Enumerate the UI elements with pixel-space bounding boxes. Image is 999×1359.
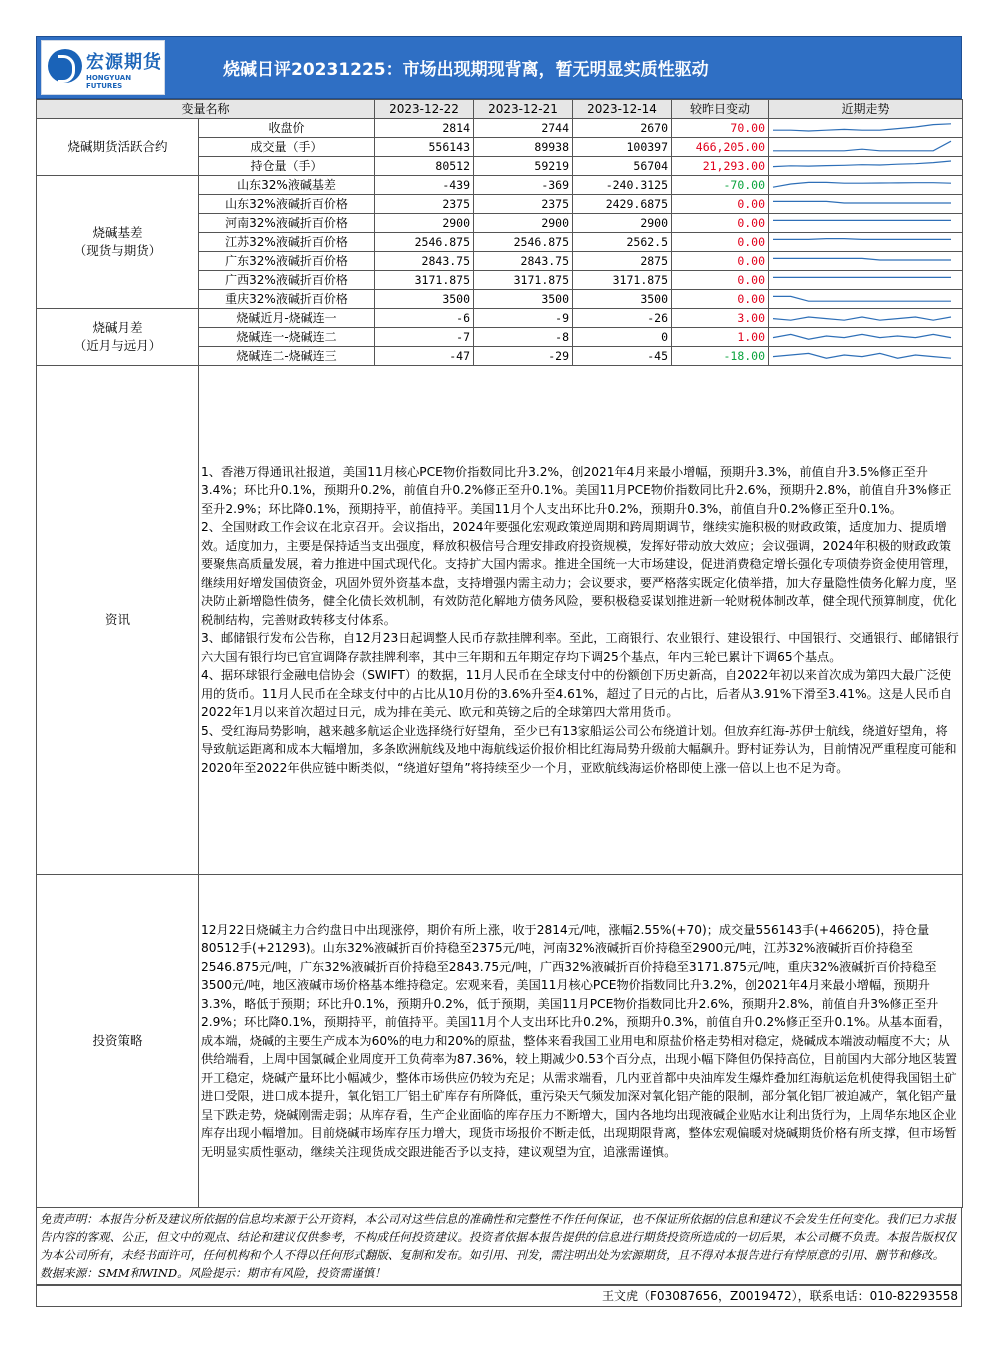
sparkline-svg xyxy=(769,157,955,175)
trend-sparkline xyxy=(769,271,963,290)
variable-name: 山东32%液碱基差 xyxy=(199,176,375,195)
value-cell: 2744 xyxy=(474,119,573,138)
value-cell: -47 xyxy=(375,347,474,366)
sparkline-line xyxy=(773,317,951,320)
variable-name: 江苏32%液碱折百价格 xyxy=(199,233,375,252)
col-header-date: 2023-12-21 xyxy=(474,100,573,119)
sparkline-svg xyxy=(769,214,955,232)
value-cell: 2900 xyxy=(375,214,474,233)
sparkline-line xyxy=(773,201,951,203)
strategy-content xyxy=(199,875,963,1208)
group-label: 烧碱基差 （现货与期货） xyxy=(37,176,199,309)
value-cell: 89938 xyxy=(474,138,573,157)
sparkline-svg xyxy=(769,233,955,251)
disclaimer xyxy=(36,1208,962,1285)
news-paragraph: 4、据环球银行金融电信协会（SWIFT）的数据，11月人民币在全球支付中的份额创下历史新高，自2022年初以来首次成为第四大最广泛使用的货币。11月人民币在全球支付中的占比从10月份的3.6%升至4.61%，超过了日元的占比，后者从3.91%下滑至3.41%。这是人民币自2022年1月以来首次超过日元，成为排在美元、欧元和英镑之后的全球第四大常用货币。 xyxy=(201,668,952,720)
report-banner xyxy=(36,36,962,99)
value-cell: 2562.5 xyxy=(573,233,672,252)
change-cell: 0.00 xyxy=(672,233,769,252)
value-cell: 3500 xyxy=(474,290,573,309)
news-paragraph: 1、香港万得通讯社报道，美国11月核心PCE物价指数同比升3.2%，创2021年4月来最小增幅，预期升3.3%，前值自升3.5%修正至升3.4%；环比升0.1%，预期升0.2%，前值自升0.2%修正至升0.1%。美国11月PCE物价指数同比升2.6%，预期升2.8%，前值自升3%修正至升2.9%；环比降0.1%，预期持平，前值持平。美国11月个人支出环比升0.2%，预期升0.3%，前值自升0.2%修正至升0.1%。 xyxy=(201,464,952,516)
change-cell: 0.00 xyxy=(672,271,769,290)
value-cell: 2900 xyxy=(573,214,672,233)
value-cell: -45 xyxy=(573,347,672,366)
value-cell: 56704 xyxy=(573,157,672,176)
table-row xyxy=(37,176,963,195)
sparkline-line xyxy=(773,296,951,301)
news-content xyxy=(199,366,963,875)
trend-sparkline xyxy=(769,347,963,366)
trend-sparkline xyxy=(769,290,963,309)
value-cell: 3171.875 xyxy=(375,271,474,290)
value-cell: 100397 xyxy=(573,138,672,157)
change-cell: 0.00 xyxy=(672,195,769,214)
strategy-label: 投资策略 xyxy=(37,875,199,1208)
col-header-date: 2023-12-14 xyxy=(573,100,672,119)
sparkline-svg xyxy=(769,176,955,194)
value-cell: 2375 xyxy=(375,195,474,214)
variable-name: 河南32%液碱折百价格 xyxy=(199,214,375,233)
value-cell: -8 xyxy=(474,328,573,347)
trend-sparkline xyxy=(769,176,963,195)
data-source-note: 数据来源：SMM和WIND。风险提示：期市有风险，投资需谨慎！ xyxy=(40,1266,386,1280)
value-cell: -439 xyxy=(375,176,474,195)
value-cell: 3500 xyxy=(375,290,474,309)
value-cell: 2814 xyxy=(375,119,474,138)
variable-name: 山东32%液碱折百价格 xyxy=(199,195,375,214)
variable-name: 烧碱连一-烧碱连二 xyxy=(199,328,375,347)
variable-name: 重庆32%液碱折百价格 xyxy=(199,290,375,309)
news-label: 资讯 xyxy=(37,366,199,875)
trend-sparkline xyxy=(769,233,963,252)
value-cell: 59219 xyxy=(474,157,573,176)
value-cell: -369 xyxy=(474,176,573,195)
value-cell: 0 xyxy=(573,328,672,347)
sparkline-svg xyxy=(769,347,955,365)
value-cell: 556143 xyxy=(375,138,474,157)
value-cell: 80512 xyxy=(375,157,474,176)
group-label: 烧碱期货活跃合约 xyxy=(37,119,199,176)
variable-name: 收盘价 xyxy=(199,119,375,138)
change-cell: 0.00 xyxy=(672,290,769,309)
change-cell: -70.00 xyxy=(672,176,769,195)
company-logo xyxy=(41,40,165,95)
change-cell: 3.00 xyxy=(672,309,769,328)
variable-name: 广东32%液碱折百价格 xyxy=(199,252,375,271)
data-table xyxy=(36,99,963,1208)
sparkline-line xyxy=(773,161,951,167)
col-header-variable: 变量名称 xyxy=(37,100,375,119)
value-cell: -26 xyxy=(573,309,672,328)
sparkline-svg xyxy=(769,309,955,327)
sparkline-svg xyxy=(769,138,955,156)
news-paragraph: 3、邮储银行发布公告称，自12月23日起调整人民币存款挂牌利率。至此，工商银行、农业银行、建设银行、中国银行、交通银行、邮储银行六大国有银行均已官宣调降存款挂牌利率，其中三年期和五年期定存均下调25个基点，年内三轮已累计下调65个基点。 xyxy=(201,631,959,664)
trend-sparkline xyxy=(769,328,963,347)
trend-sparkline xyxy=(769,214,963,233)
value-cell: -6 xyxy=(375,309,474,328)
news-paragraph: 5、受红海局势影响，越来越多航运企业选择绕行好望角，至少已有13家船运公司公布绕道计划。但放弃红海-苏伊士航线，绕道好望角，将导致航运距离和成本大幅增加，多条欧洲航线及地中海航线运价报价相比红海局势升级前大幅飙升。野村证券认为，目前情况严重程度可能和2020年至2022年供应链中断类似，“绕道好望角”将持续至少一个月，亚欧航线海运价格即使上涨一倍以上也不足为奇。 xyxy=(201,723,957,775)
sparkline-line xyxy=(773,258,951,260)
sparkline-svg xyxy=(769,119,955,137)
sparkline-svg xyxy=(769,271,955,289)
sparkline-svg xyxy=(769,328,955,346)
strategy-text: 12月22日烧碱主力合约盘日中出现涨停，期价有所上涨，收于2814元/吨，涨幅2.55%(+70)；成交量556143手(+466205)，持仓量80512手(+21293)。山东32%液碱折百价持稳至2375元/吨，河南32%液碱折百价持稳至2900元/吨，江苏32%液碱折百价持稳至2546.875元/吨，广东32%液碱折百价持稳至2843.75元/吨，广西32%液碱折百价持稳至3171.875元/吨，重庆32%液碱折百价持稳至3500元/吨，地区液碱市场价格基本维持稳定。宏观来看，美国11月核心PCE物价指数同比升3.2%，创2021年4月来最小增幅，预期升3.3%，略低于预期；环比升0.1%，预期升0.2%，低于预期，美国11月PCE物价指数同比升2.6%，预期升2.8%，前值自升3%修正至升2.9%；环比降0.1%，预期持平，前值持平。美国11月个人支出环比升0.2%，预期升0.3%，前值自升0.2%修正至升0.1%。从基本面看，成本端，烧碱的主要生产成本为60%的电力和20%的原盐，整体来看我国工业用电和原盐价格走势相对稳定，烧碱成本端波动幅度不大；从供给端看，上周中国氯碱企业周度开工负荷率为87.36%，较上期减少0.53个百分点，出现小幅下降但仍保持高位，目前国内大部分地区装置开工稳定，烧碱产量环比小幅减少，整体市场供应仍较为充足；从需求端看，几内亚首都中央油库发生爆炸叠加红海航运危机使得我国铝土矿进口受限，进口成本提升，氧化铝工厂铝土矿库存有所降低，重污染天气频发加深对氧化铝产能的限制，部分氧化铝厂被迫减产，氧化铝产量呈下跌走势，烧碱刚需走弱；从库存看，生产企业面临的库存压力不断增大，国内各地均出现液碱企业贴水让利出货行为，上周华东地区企业库存出现小幅增加。目前烧碱市场库存压力增大，现货市场报价不断走低，出现期限背离，整体宏观偏暖对烧碱期货价格有所支撑，但市场暂无明显实质性驱动，继续关注现货成交跟进能否予以支持，建议观望为宜，追涨需谨慎。 xyxy=(201,922,958,1159)
value-cell: -240.3125 xyxy=(573,176,672,195)
strategy-row xyxy=(37,875,963,1208)
news-paragraph: 2、全国财政工作会议在北京召开。会议指出，2024年要强化宏观政策逆周期和跨周期调节，继续实施积极的财政政策，适度加力、提质增效。适度加力，主要是保持适当支出强度，释放积极信号合理安排政府投资规模，发挥好带动放大效应；会议强调，2024年积极的财政政策要聚焦高质量发展，着力推进中国式现代化。支持扩大国内需求。推进全国统一大市场建设，促进消费稳定增长强化专项债券资金使用管理，继续用好增发国债资金，巩固外贸外资基本盘，支持增强内需主动力；会议要求，要严格落实既定化债举措，加大存量隐性债务化解力度，坚决防止新增隐性债务，健全化债长效机制，有效防范化解地方债务风险，要积极稳妥谋划推进新一轮财税体制改革，健全现代预算制度，优化税制结构，完善财政转移支付体系。 xyxy=(201,520,957,627)
report-title: 烧碱日评20231225：市场出现期现背离，暂无明显实质性驱动 xyxy=(223,60,709,80)
group-label: 烧碱月差 （近月与远月） xyxy=(37,309,199,366)
sparkline-line xyxy=(773,334,951,339)
variable-name: 持仓量（手） xyxy=(199,157,375,176)
value-cell: 2546.875 xyxy=(474,233,573,252)
value-cell: 2429.6875 xyxy=(573,195,672,214)
table-header-row xyxy=(37,100,963,119)
variable-name: 烧碱近月-烧碱连一 xyxy=(199,309,375,328)
change-cell: 0.00 xyxy=(672,252,769,271)
change-cell: 1.00 xyxy=(672,328,769,347)
change-cell: -18.00 xyxy=(672,347,769,366)
value-cell: 2900 xyxy=(474,214,573,233)
disclaimer-text: 免责声明：本报告分析及建议所依据的信息均来源于公开资料，本公司对这些信息的准确性和完整性不作任何保证，也不保证所依据的信息和建议不会发生任何变化。我们已力求报告内容的客观、公正，但文中的观点、结论和建议仅供参考，不构成任何投资建议。投资者依据本报告提供的信息进行期货投资所造成的一切后果，本公司概不负责。本报告版权仅为本公司所有，未经书面许可，任何机构和个人不得以任何形式翻版、复制和发布。如引用、刊发，需注明出处为宏源期货，且不得对本报告进行有悖原意的引用、删节和修改。 xyxy=(40,1212,956,1262)
value-cell: 2546.875 xyxy=(375,233,474,252)
value-cell: -29 xyxy=(474,347,573,366)
value-cell: -7 xyxy=(375,328,474,347)
change-cell: 466,205.00 xyxy=(672,138,769,157)
change-cell: 70.00 xyxy=(672,119,769,138)
value-cell: 2875 xyxy=(573,252,672,271)
trend-sparkline xyxy=(769,119,963,138)
sparkline-line xyxy=(773,124,951,131)
value-cell: 2843.75 xyxy=(474,252,573,271)
report-sheet xyxy=(36,36,962,1307)
variable-name: 广西32%液碱折百价格 xyxy=(199,271,375,290)
change-cell: 21,293.00 xyxy=(672,157,769,176)
trend-sparkline xyxy=(769,157,963,176)
value-cell: 2375 xyxy=(474,195,573,214)
analyst-contact: 王文虎（F03087656，Z0019472），联系电话：010-82293558 xyxy=(36,1285,962,1307)
sparkline-line xyxy=(773,239,951,240)
logo-name-cn: 宏源期货 xyxy=(86,52,162,73)
sparkline-svg xyxy=(769,195,955,213)
sparkline-svg xyxy=(769,252,955,270)
variable-name: 成交量（手） xyxy=(199,138,375,157)
sparkline-svg xyxy=(769,290,955,308)
news-row xyxy=(37,366,963,875)
trend-sparkline xyxy=(769,252,963,271)
col-header-trend: 近期走势 xyxy=(769,100,963,119)
table-row xyxy=(37,309,963,328)
table-row xyxy=(37,119,963,138)
sparkline-line xyxy=(773,353,951,358)
col-header-date: 2023-12-22 xyxy=(375,100,474,119)
sparkline-line xyxy=(773,182,951,187)
value-cell: 3171.875 xyxy=(573,271,672,290)
value-cell: 2843.75 xyxy=(375,252,474,271)
change-cell: 0.00 xyxy=(672,214,769,233)
logo-name-en: HONGYUAN FUTURES xyxy=(86,74,132,90)
trend-sparkline xyxy=(769,309,963,328)
value-cell: -9 xyxy=(474,309,573,328)
logo-mark-icon xyxy=(48,49,82,83)
value-cell: 2670 xyxy=(573,119,672,138)
value-cell: 3500 xyxy=(573,290,672,309)
col-header-change: 较昨日变动 xyxy=(672,100,769,119)
value-cell: 3171.875 xyxy=(474,271,573,290)
variable-name: 烧碱连二-烧碱连三 xyxy=(199,347,375,366)
trend-sparkline xyxy=(769,138,963,157)
sparkline-line xyxy=(773,141,951,151)
trend-sparkline xyxy=(769,195,963,214)
